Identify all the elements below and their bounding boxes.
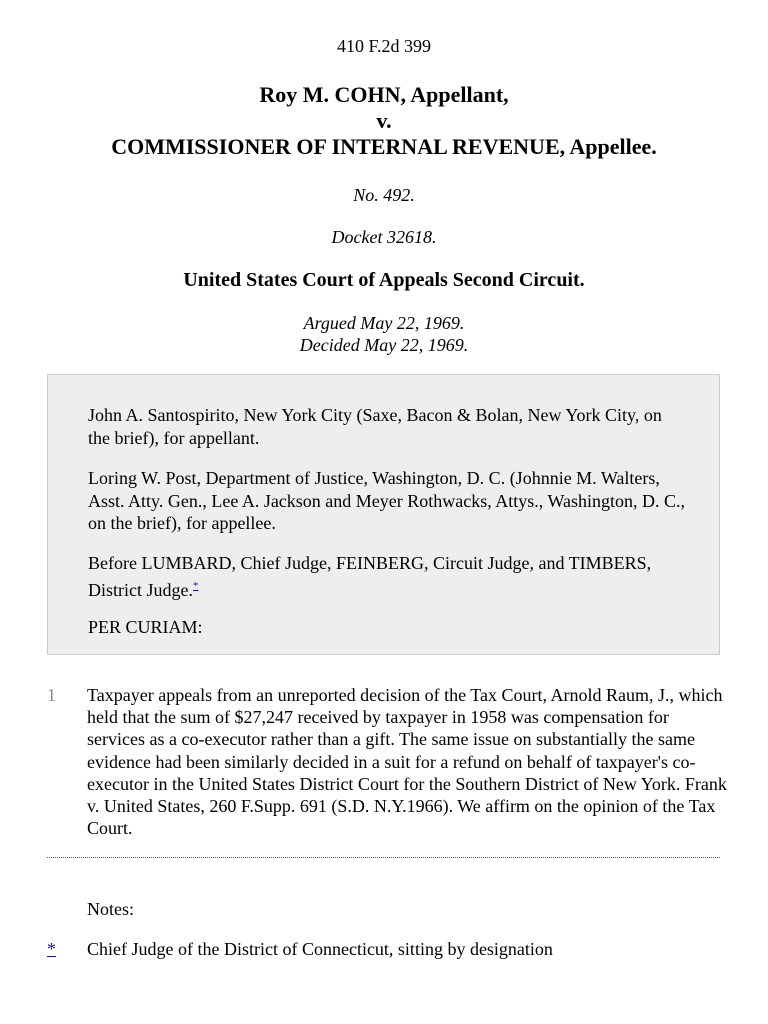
case-dates — [0, 312, 768, 356]
paragraph-number: 1 — [47, 685, 56, 705]
footnote-ref-link[interactable]: * — [193, 579, 199, 592]
notes-heading: Notes: — [87, 899, 134, 919]
court-name: United States Court of Appeals Second Circuit. — [183, 269, 585, 291]
docket-number: Docket 32618. — [331, 227, 437, 247]
case-citation: 410 F.2d 399 — [336, 36, 432, 56]
counsel-panel — [47, 374, 720, 655]
appellant-counsel: John A. Santospirito, New York City (Saxe, Bacon & Bolan, New York City, on the brief), for appellant. — [88, 405, 662, 448]
panel-judges — [88, 552, 688, 601]
argued-date: Argued May 22, 1969. — [303, 313, 465, 333]
section-divider — [47, 857, 720, 858]
per-curiam-label: PER CURIAM: — [88, 617, 203, 637]
decided-date: Decided May 22, 1969. — [299, 335, 469, 355]
case-caption — [0, 82, 768, 160]
case-number: No. 492. — [353, 185, 415, 205]
versus-label: v. — [376, 108, 392, 133]
appellee-name: COMMISSIONER OF INTERNAL REVENUE, Appellee. — [111, 134, 657, 159]
opinion-paragraph: Taxpayer appeals from an unreported decision of the Tax Court, Arnold Raum, J., which held that the sum of $27,247 received by taxpayer in 1958 was compensation for services as a co-executor rather than a gift. The same issue on substantially the same evidence had been similarly decided in a suit for a refund on behalf of taxpayer's co-executor in the United States District Court for the Southern District of New York. Frank v. United States, 260 F.Supp. 691 (S.D. N.Y.1966). We affirm on the opinion of the Tax Court. — [87, 685, 727, 839]
footnote-text: Chief Judge of the District of Connecticut, sitting by designation — [87, 939, 553, 959]
appellee-counsel: Loring W. Post, Department of Justice, Washington, D. C. (Johnnie M. Walters, Asst. Atty. Gen., Lee A. Jackson and Meyer Rothwacks, Attys., Washington, D. C., on the brief), for appellee. — [88, 468, 685, 533]
appellant-name: Roy M. COHN, Appellant, — [259, 82, 509, 107]
panel-judges-text: Before LUMBARD, Chief Judge, FEINBERG, Circuit Judge, and TIMBERS, District Judge. — [88, 553, 652, 600]
footnote-marker-link[interactable]: * — [47, 939, 56, 959]
